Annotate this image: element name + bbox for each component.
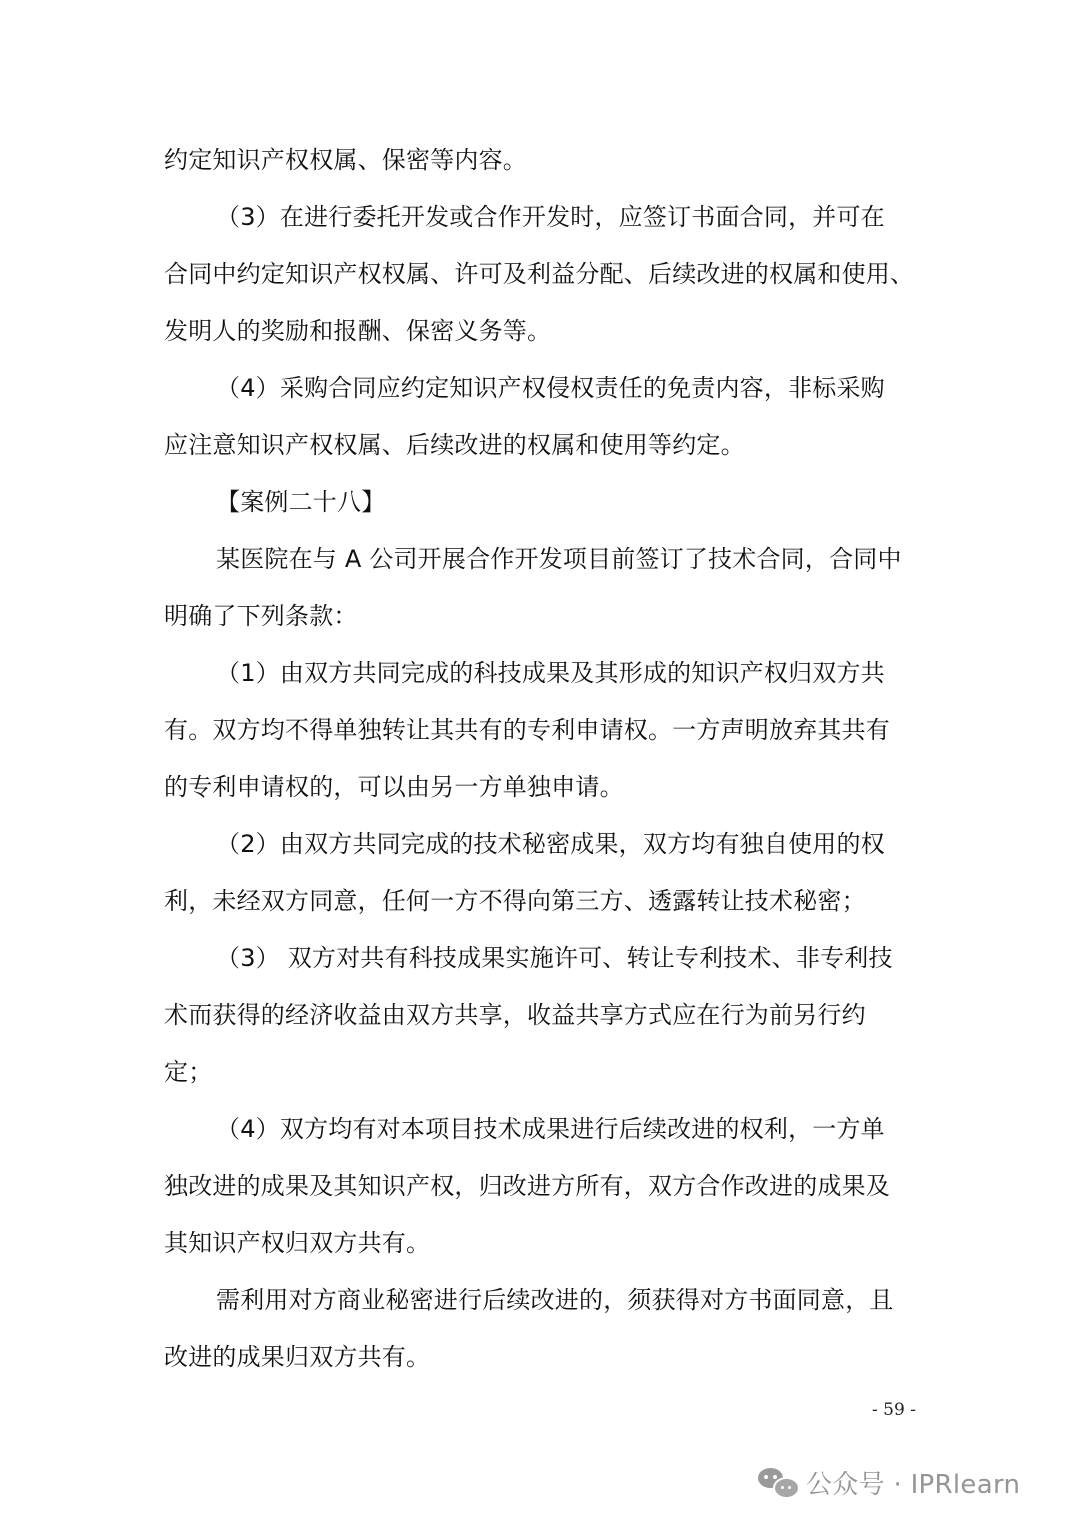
paragraph-line: 独改进的成果及其知识产权，归改进方所有，双方合作改进的成果及 bbox=[164, 1172, 890, 1200]
paragraph-line: 需利用对方商业秘密进行后续改进的，须获得对方书面同意，且 bbox=[216, 1286, 894, 1314]
paragraph-line: 术而获得的经济收益由双方共享，收益共享方式应在行为前另行约 bbox=[164, 1001, 866, 1029]
paragraph-line: （3） 双方对共有科技成果实施许可、转让专利技术、非专利技 bbox=[216, 944, 893, 972]
paragraph-line: 其知识产权归双方共有。 bbox=[164, 1229, 431, 1257]
wechat-icon bbox=[758, 1465, 798, 1499]
paragraph-line: 明确了下列条款： bbox=[164, 602, 358, 630]
wechat-watermark bbox=[758, 1460, 1020, 1504]
paragraph-line: 某医院在与 A 公司开展合作开发项目前签订了技术合同，合同中 bbox=[216, 545, 902, 573]
paragraph-line: 利，未经双方同意，任何一方不得向第三方、透露转让技术秘密； bbox=[164, 887, 866, 915]
paragraph-line: （1）由双方共同完成的科技成果及其形成的知识产权归双方共 bbox=[216, 659, 885, 687]
paragraph-line: 定； bbox=[164, 1058, 213, 1086]
paragraph-line: 约定知识产权权属、保密等内容。 bbox=[164, 146, 527, 174]
paragraph-line: （4）双方均有对本项目技术成果进行后续改进的权利，一方单 bbox=[216, 1115, 885, 1143]
paragraph-line: （2）由双方共同完成的技术秘密成果，双方均有独自使用的权 bbox=[216, 830, 885, 858]
paragraph-line: 发明人的奖励和报酬、保密义务等。 bbox=[164, 317, 552, 345]
paragraph-line: 的专利申请权的，可以由另一方单独申请。 bbox=[164, 773, 624, 801]
paragraph-line: 应注意知识产权权属、后续改进的权属和使用等约定。 bbox=[164, 431, 745, 459]
paragraph-line: （4）采购合同应约定知识产权侵权责任的免责内容，非标采购 bbox=[216, 374, 885, 402]
case-heading: 【案例二十八】 bbox=[216, 488, 386, 516]
page-number: - 59 - bbox=[872, 1400, 916, 1420]
paragraph-line: 有。双方均不得单独转让其共有的专利申请权。一方声明放弃其共有 bbox=[164, 716, 890, 744]
watermark-text: 公众号 · IPRlearn bbox=[806, 1469, 1021, 1500]
paragraph-line: 改进的成果归双方共有。 bbox=[164, 1343, 431, 1371]
paragraph-line: 合同中约定知识产权权属、许可及利益分配、后续改进的权属和使用、 bbox=[164, 260, 915, 288]
paragraph-line: （3）在进行委托开发或合作开发时，应签订书面合同，并可在 bbox=[216, 203, 885, 231]
